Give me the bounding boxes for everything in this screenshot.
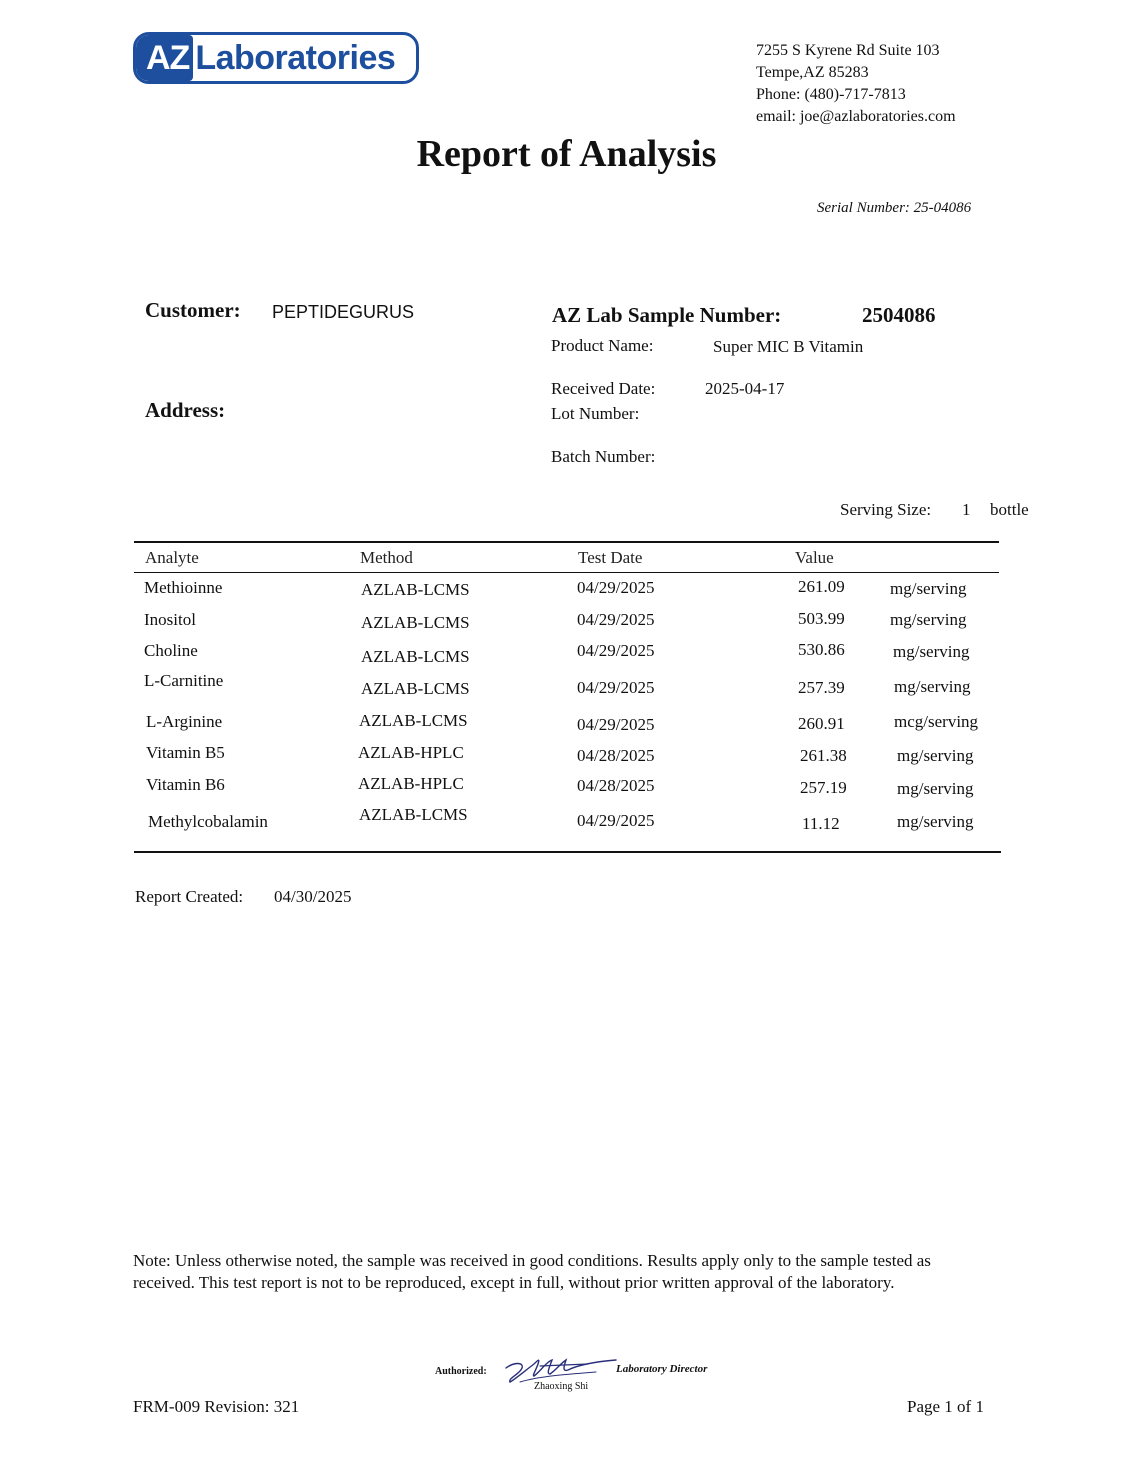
report-created-value: 04/30/2025 xyxy=(274,887,352,906)
cell-method: AZLAB-HPLC xyxy=(358,774,464,793)
cell-analyte: Methioinne xyxy=(144,578,223,597)
cell-analyte: Inositol xyxy=(144,610,196,629)
page-number: Page 1 of 1 xyxy=(907,1397,984,1416)
cell-test-date: 04/29/2025 xyxy=(577,811,655,830)
serving-size-label: Serving Size: xyxy=(840,500,932,519)
address-line-2: Tempe,AZ 85283 xyxy=(756,64,869,81)
cell-unit: mg/serving xyxy=(890,610,967,629)
cell-unit: mcg/serving xyxy=(894,712,979,731)
cell-method: AZLAB-LCMS xyxy=(361,647,470,666)
cell-analyte: Choline xyxy=(144,641,198,660)
sample-number-value: 2504086 xyxy=(862,303,936,327)
product-name-label: Product Name: xyxy=(551,336,654,355)
received-date-value: 2025-04-17 xyxy=(705,379,785,398)
batch-number-label: Batch Number: xyxy=(551,447,656,466)
authorizer-name: Zhaoxing Shi xyxy=(534,1381,589,1392)
cell-analyte: L-Arginine xyxy=(146,712,223,731)
cell-value: 260.91 xyxy=(798,714,845,733)
cell-unit: mg/serving xyxy=(897,746,974,765)
serial-number: Serial Number: 25-04086 xyxy=(817,200,972,216)
cell-unit: mg/serving xyxy=(893,642,970,661)
company-logo xyxy=(133,32,419,84)
authorized-label: Authorized: xyxy=(435,1366,487,1377)
address-line-1: 7255 S Kyrene Rd Suite 103 xyxy=(756,42,940,59)
customer-value: PEPTIDEGURUS xyxy=(272,302,415,322)
logo-laboratories-word: Laboratories xyxy=(195,39,396,77)
column-header-value: Value xyxy=(795,548,834,567)
column-header-method: Method xyxy=(360,548,413,567)
form-revision: FRM-009 Revision: 321 xyxy=(133,1397,300,1416)
cell-method: AZLAB-LCMS xyxy=(359,711,468,730)
cell-analyte: Methylcobalamin xyxy=(148,812,268,831)
cell-method: AZLAB-LCMS xyxy=(361,613,470,632)
table-header-rule xyxy=(134,572,999,573)
customer-label: Customer: xyxy=(145,298,241,322)
cell-unit: mg/serving xyxy=(894,677,971,696)
cell-value: 261.09 xyxy=(798,577,845,596)
report-created-label: Report Created: xyxy=(135,887,244,906)
column-header-analyte: Analyte xyxy=(145,548,199,567)
cell-unit: mg/serving xyxy=(897,812,974,831)
cell-unit: mg/serving xyxy=(890,579,967,598)
cell-value: 503.99 xyxy=(798,609,845,628)
cell-test-date: 04/29/2025 xyxy=(577,610,655,629)
cell-test-date: 04/29/2025 xyxy=(577,641,655,660)
cell-test-date: 04/29/2025 xyxy=(577,578,655,597)
lot-number-label: Lot Number: xyxy=(551,404,640,423)
cell-value: 261.38 xyxy=(800,746,847,765)
cell-unit: mg/serving xyxy=(897,779,974,798)
sample-number-label: AZ Lab Sample Number: xyxy=(552,303,782,327)
serving-size-unit: bottle xyxy=(990,500,1029,519)
cell-test-date: 04/29/2025 xyxy=(577,715,655,734)
email-address: email: joe@azlaboratories.com xyxy=(756,108,956,125)
cell-method: AZLAB-LCMS xyxy=(361,679,470,698)
column-header-test-date: Test Date xyxy=(578,548,643,567)
received-date-label: Received Date: xyxy=(551,379,656,398)
cell-method: AZLAB-HPLC xyxy=(358,743,464,762)
cell-analyte: Vitamin B5 xyxy=(146,743,225,762)
table-top-rule xyxy=(134,541,999,543)
phone-number: Phone: (480)-717-7813 xyxy=(756,86,906,103)
disclaimer-note: Note: Unless otherwise noted, the sample was received in good conditions. Results apply only to the sample tested as received. This test report is not to be reproduced, except in full, without prior written approval of the laboratory. xyxy=(133,1251,931,1292)
cell-test-date: 04/29/2025 xyxy=(577,678,655,697)
cell-analyte: L-Carnitine xyxy=(144,671,224,690)
address-label: Address: xyxy=(145,398,226,422)
cell-value: 257.19 xyxy=(800,778,847,797)
cell-analyte: Vitamin B6 xyxy=(146,775,225,794)
logo-az-mark: AZ xyxy=(136,35,193,81)
cell-value: 11.12 xyxy=(802,814,840,833)
cell-test-date: 04/28/2025 xyxy=(577,776,655,795)
cell-value: 530.86 xyxy=(798,640,845,659)
serving-size-amount: 1 xyxy=(962,500,971,519)
product-name-value: Super MIC B Vitamin xyxy=(713,337,864,356)
authorizer-title: Laboratory Director xyxy=(616,1363,708,1375)
cell-method: AZLAB-LCMS xyxy=(359,805,468,824)
cell-test-date: 04/28/2025 xyxy=(577,746,655,765)
cell-method: AZLAB-LCMS xyxy=(361,580,470,599)
page-title: Report of Analysis xyxy=(416,133,717,175)
cell-value: 257.39 xyxy=(798,678,845,697)
table-bottom-rule xyxy=(134,851,1001,853)
